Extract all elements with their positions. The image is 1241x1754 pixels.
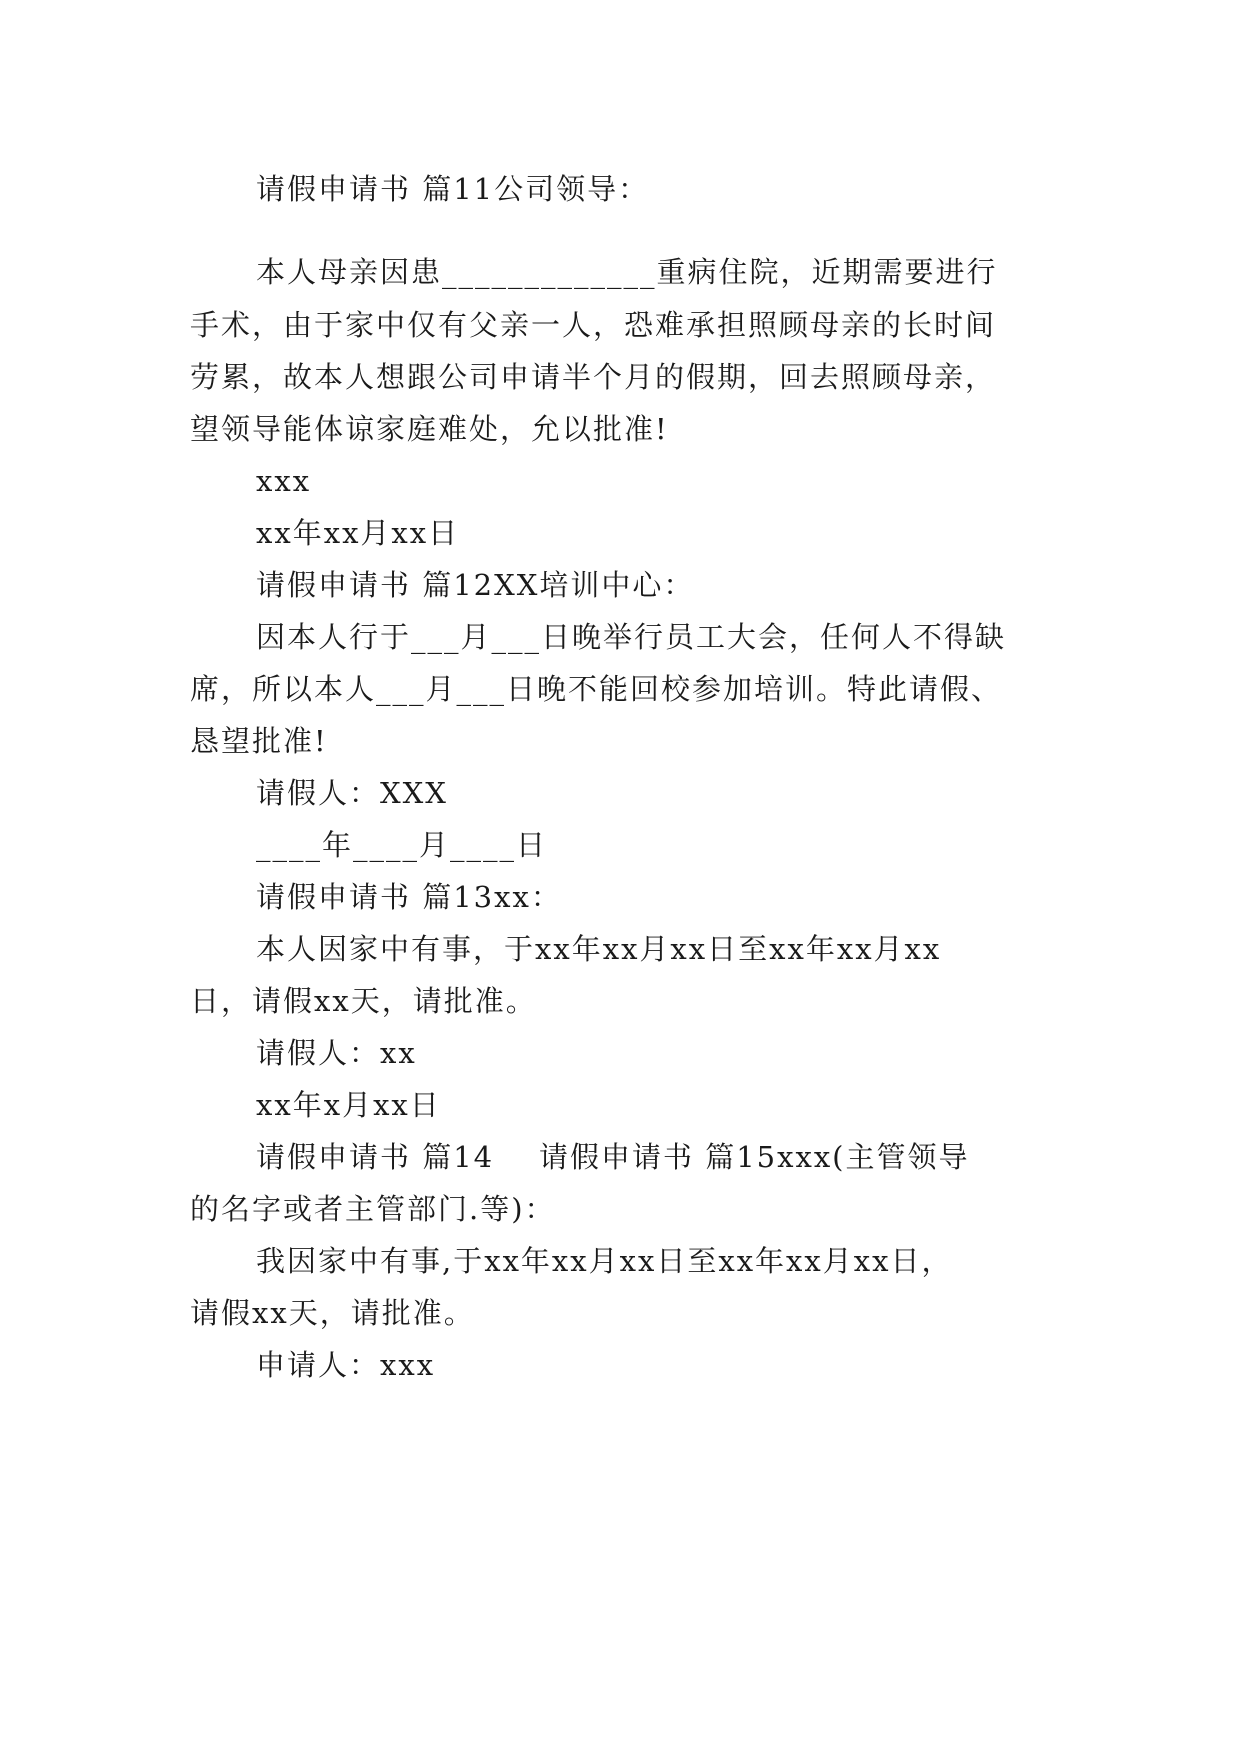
paragraph-line: 手术，由于家中仅有父亲一人，恐难承担照顾母亲的长时间 [190, 308, 997, 342]
signature-name: 请假人：XXX [256, 776, 448, 810]
signature-date: xx年xx月xx日 [256, 516, 460, 550]
paragraph-line: 本人因家中有事，于xx年xx月xx日至xx年xx月xx [256, 932, 942, 966]
paragraph-line: 恳望批准! [190, 724, 328, 758]
paragraph-line: 席，所以本人___月___日晚不能回校参加培训。特此请假、 [190, 672, 1003, 706]
paragraph-line: 望领导能体谅家庭难处，允以批准! [190, 412, 669, 446]
heading-leave-request-11: 请假申请书 篇11公司领导： [256, 172, 650, 206]
paragraph-line: 请假xx天，请批准。 [190, 1296, 475, 1330]
paragraph-line: 本人母亲因患_____________重病住院，近期需要进行 [256, 255, 998, 289]
signature-name: 请假人：xx [256, 1036, 417, 1070]
heading-leave-request-14-15: 请假申请书 篇14 请假申请书 篇15xxx(主管领导 [256, 1140, 970, 1174]
signature-date: xx年x月xx日 [256, 1088, 441, 1122]
heading-leave-request-12: 请假申请书 篇12XX培训中心： [256, 568, 695, 602]
signature-name: xxx [256, 464, 312, 498]
paragraph-line: 劳累，故本人想跟公司申请半个月的假期，回去照顾母亲， [190, 360, 997, 394]
paragraph-line: 因本人行于___月___日晚举行员工大会，任何人不得缺 [256, 620, 1007, 654]
paragraph-line: 的名字或者主管部门.等)： [190, 1192, 556, 1226]
signature-name: 申请人：xxx [256, 1348, 436, 1382]
paragraph-line: 日，请假xx天，请批准。 [190, 984, 537, 1018]
signature-date: ____年____月____日 [256, 828, 548, 862]
paragraph-line: 我因家中有事,于xx年xx月xx日至xx年xx月xx日， [256, 1244, 953, 1278]
heading-leave-request-13: 请假申请书 篇13xx： [256, 880, 562, 914]
